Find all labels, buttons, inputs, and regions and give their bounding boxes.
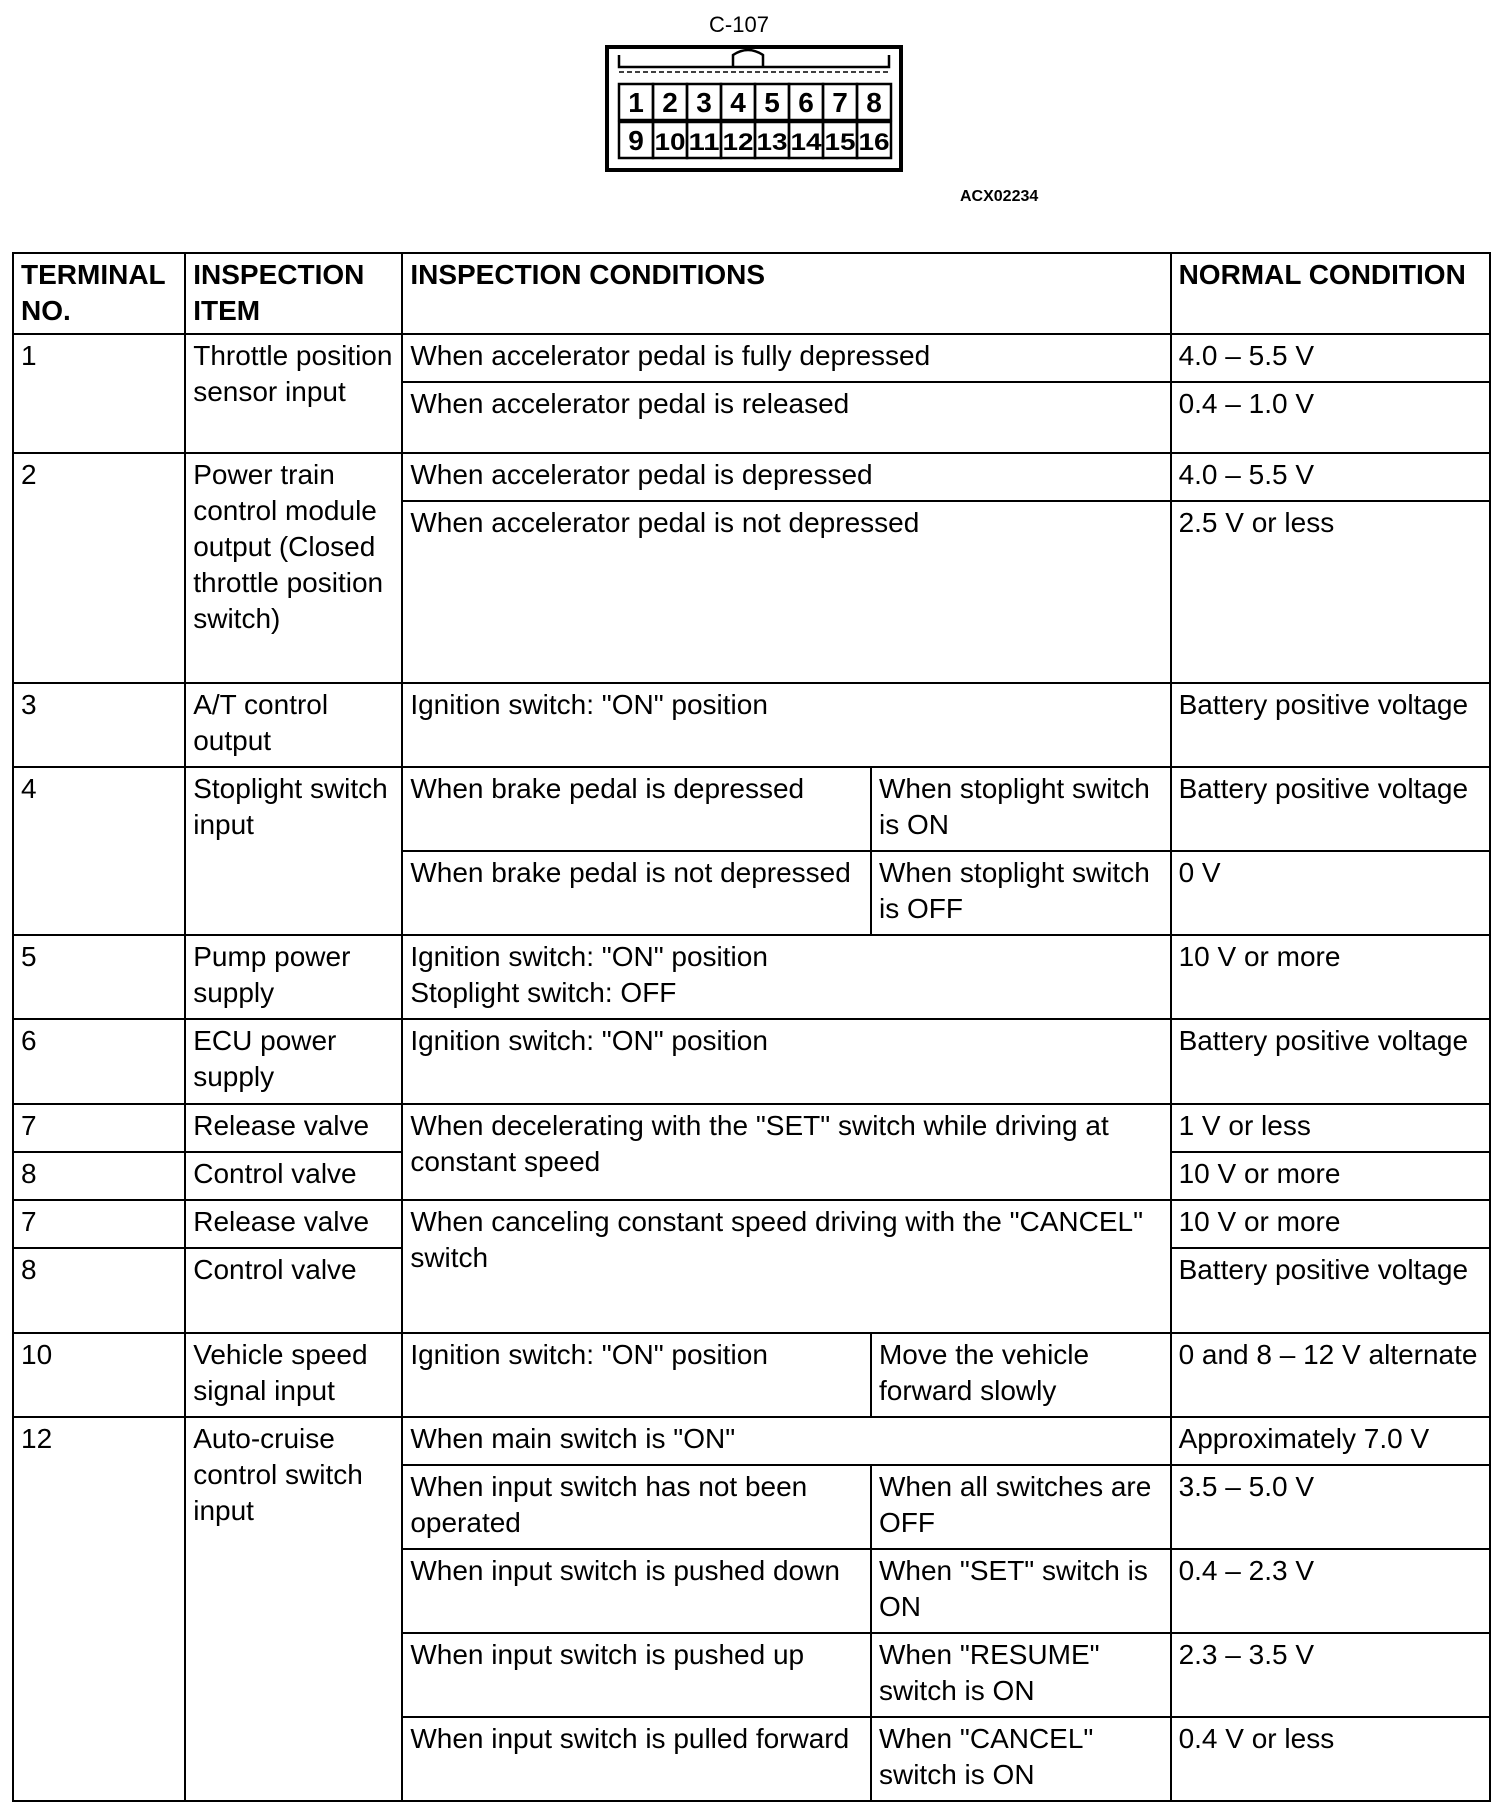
terminal-no: 7 bbox=[13, 1200, 185, 1248]
connector-pin-number: 12 bbox=[722, 129, 754, 156]
normal-condition: 0 and 8 – 12 V alternate bbox=[1171, 1333, 1490, 1417]
normal-condition: Battery positive voltage bbox=[1171, 1248, 1490, 1333]
inspection-condition: When input switch is pushed up bbox=[402, 1633, 871, 1717]
normal-condition: Battery positive voltage bbox=[1171, 683, 1490, 767]
table-row bbox=[13, 1200, 1490, 1248]
header-inspection-item: INSPECTION ITEM bbox=[185, 253, 402, 334]
terminal-no: 7 bbox=[13, 1104, 185, 1152]
inspection-item: ECU power supply bbox=[185, 1019, 402, 1104]
header-inspection-conditions: INSPECTION CONDITIONS bbox=[402, 253, 1170, 334]
connector-pin-number: 9 bbox=[628, 125, 644, 156]
normal-condition: 3.5 – 5.0 V bbox=[1171, 1465, 1490, 1549]
inspection-condition: When brake pedal is depressed bbox=[402, 767, 871, 851]
inspection-condition-detail: When stoplight switch is ON bbox=[871, 767, 1171, 851]
connector-pin-number: 13 bbox=[756, 129, 788, 156]
inspection-condition-detail: When "CANCEL" switch is ON bbox=[871, 1717, 1171, 1801]
table-row bbox=[13, 1104, 1490, 1152]
table-row bbox=[13, 1019, 1490, 1104]
normal-condition: 0 V bbox=[1171, 851, 1490, 935]
figure-code: ACX02234 bbox=[960, 188, 1039, 205]
terminal-no: 12 bbox=[13, 1417, 185, 1801]
inspection-condition: When decelerating with the "SET" switch while driving at constant speed bbox=[402, 1104, 1170, 1200]
connector-pin-number: 4 bbox=[730, 87, 746, 118]
connector-pin-number: 10 bbox=[654, 129, 686, 156]
table-header-row bbox=[13, 253, 1490, 334]
inspection-item: Vehicle speed signal input bbox=[185, 1333, 402, 1417]
table-row bbox=[13, 767, 1490, 851]
normal-condition: 0.4 V or less bbox=[1171, 1717, 1490, 1801]
connector-pin-number: 14 bbox=[790, 129, 823, 156]
normal-condition: Battery positive voltage bbox=[1171, 1019, 1490, 1104]
normal-condition: Battery positive voltage bbox=[1171, 767, 1490, 851]
terminal-no: 10 bbox=[13, 1333, 185, 1417]
inspection-condition: When accelerator pedal is released bbox=[402, 382, 1170, 453]
normal-condition: 0.4 – 2.3 V bbox=[1171, 1549, 1490, 1633]
inspection-condition: When accelerator pedal is fully depressed bbox=[402, 334, 1170, 382]
normal-condition: 10 V or more bbox=[1171, 1200, 1490, 1248]
connector-key bbox=[733, 50, 763, 67]
inspection-item: Stoplight switch input bbox=[185, 767, 402, 935]
table-row bbox=[13, 453, 1490, 501]
table-row bbox=[13, 334, 1490, 382]
inspection-condition: Ignition switch: "ON" position Stoplight switch: OFF bbox=[402, 935, 1170, 1019]
connector-latch-outline bbox=[619, 55, 889, 67]
terminal-no: 4 bbox=[13, 767, 185, 935]
table-row bbox=[13, 1417, 1490, 1465]
terminal-no: 2 bbox=[13, 453, 185, 683]
connector-pin-number: 2 bbox=[662, 87, 678, 118]
terminal-no: 3 bbox=[13, 683, 185, 767]
normal-condition: 10 V or more bbox=[1171, 1152, 1490, 1200]
inspection-item: Control valve bbox=[185, 1152, 402, 1200]
table-row bbox=[13, 1333, 1490, 1417]
terminal-no: 8 bbox=[13, 1248, 185, 1333]
inspection-condition: When accelerator pedal is depressed bbox=[402, 453, 1170, 501]
connector-pin-number: 6 bbox=[798, 87, 814, 118]
inspection-condition-detail: Move the vehicle forward slowly bbox=[871, 1333, 1171, 1417]
inspection-item: Auto-cruise control switch input bbox=[185, 1417, 402, 1801]
terminal-no: 1 bbox=[13, 334, 185, 453]
table-row bbox=[13, 935, 1490, 1019]
inspection-condition-detail: When stoplight switch is OFF bbox=[871, 851, 1171, 935]
inspection-item: Throttle position sensor input bbox=[185, 334, 402, 453]
terminal-no: 6 bbox=[13, 1019, 185, 1104]
inspection-item: Control valve bbox=[185, 1248, 402, 1333]
connector-label: C-107 bbox=[709, 12, 769, 37]
normal-condition: 4.0 – 5.5 V bbox=[1171, 334, 1490, 382]
normal-condition: 2.3 – 3.5 V bbox=[1171, 1633, 1490, 1717]
connector-pin-number: 5 bbox=[764, 87, 780, 118]
inspection-item: Release valve bbox=[185, 1104, 402, 1152]
connector-diagram bbox=[605, 45, 905, 175]
inspection-item: Release valve bbox=[185, 1200, 402, 1248]
inspection-condition: Ignition switch: "ON" position bbox=[402, 1019, 1170, 1104]
normal-condition: 4.0 – 5.5 V bbox=[1171, 453, 1490, 501]
header-terminal-no: TERMINAL NO. bbox=[13, 253, 185, 334]
inspection-condition-detail: When all switches are OFF bbox=[871, 1465, 1171, 1549]
table-row bbox=[13, 683, 1490, 767]
terminal-no: 5 bbox=[13, 935, 185, 1019]
inspection-condition: Ignition switch: "ON" position bbox=[402, 683, 1170, 767]
connector-pin-number: 3 bbox=[696, 87, 712, 118]
connector-pin-number: 16 bbox=[858, 129, 890, 156]
normal-condition: Approximately 7.0 V bbox=[1171, 1417, 1490, 1465]
normal-condition: 2.5 V or less bbox=[1171, 501, 1490, 683]
connector-pin-number: 1 bbox=[628, 87, 644, 118]
inspection-condition: When brake pedal is not depressed bbox=[402, 851, 871, 935]
inspection-table bbox=[12, 252, 1491, 1802]
connector-pin-number: 8 bbox=[866, 87, 882, 118]
inspection-condition: When accelerator pedal is not depressed bbox=[402, 501, 1170, 683]
connector-pin-number: 7 bbox=[832, 87, 848, 118]
inspection-condition: When main switch is "ON" bbox=[402, 1417, 1170, 1465]
inspection-item: A/T control output bbox=[185, 683, 402, 767]
inspection-condition: When input switch is pulled forward bbox=[402, 1717, 871, 1801]
inspection-condition: Ignition switch: "ON" position bbox=[402, 1333, 871, 1417]
connector-pin-number: 11 bbox=[688, 129, 720, 156]
normal-condition: 0.4 – 1.0 V bbox=[1171, 382, 1490, 453]
normal-condition: 10 V or more bbox=[1171, 935, 1490, 1019]
inspection-item: Pump power supply bbox=[185, 935, 402, 1019]
inspection-condition-detail: When "SET" switch is ON bbox=[871, 1549, 1171, 1633]
inspection-condition: When input switch has not been operated bbox=[402, 1465, 871, 1549]
connector-pin-number: 15 bbox=[824, 129, 856, 156]
inspection-condition: When canceling constant speed driving with the "CANCEL" switch bbox=[402, 1200, 1170, 1333]
terminal-no: 8 bbox=[13, 1152, 185, 1200]
inspection-condition-detail: When "RESUME" switch is ON bbox=[871, 1633, 1171, 1717]
normal-condition: 1 V or less bbox=[1171, 1104, 1490, 1152]
inspection-condition: When input switch is pushed down bbox=[402, 1549, 871, 1633]
inspection-item: Power train control module output (Closed throttle position switch) bbox=[185, 453, 402, 683]
header-normal-condition: NORMAL CONDITION bbox=[1171, 253, 1490, 334]
